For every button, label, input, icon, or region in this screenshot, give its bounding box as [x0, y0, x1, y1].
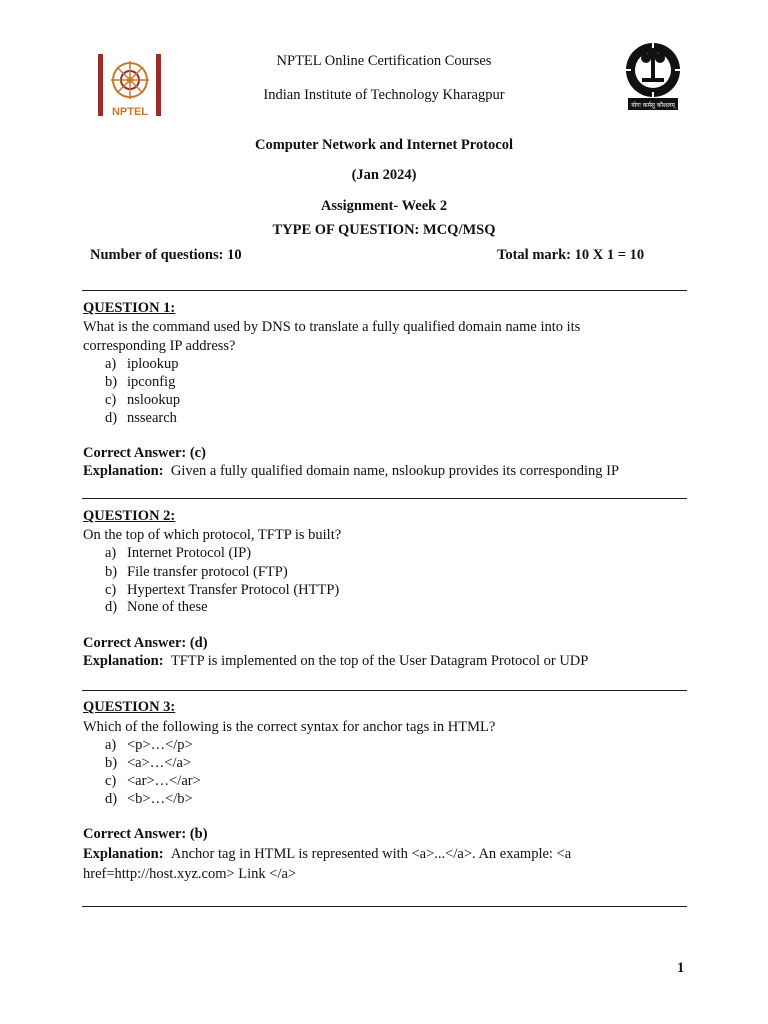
question-2-option-d — [105, 598, 208, 616]
option-text: None of these — [127, 599, 208, 615]
total-mark: Total mark: 10 X 1 = 10 — [497, 247, 645, 263]
option-text: ipconfig — [127, 374, 176, 390]
question-2-heading: QUESTION 2: — [83, 508, 176, 524]
option-letter: c) — [105, 773, 117, 789]
divider — [82, 290, 687, 291]
option-text: <b>…</b> — [127, 791, 193, 807]
option-letter: b) — [105, 374, 118, 390]
explanation-text: Anchor tag in HTML is represented with <a>...</a>. An example: <a — [170, 846, 572, 862]
question-2-option-b — [105, 563, 288, 581]
question-3-heading: QUESTION 3: — [83, 699, 176, 715]
question-3-explanation — [83, 845, 571, 863]
question-2-text-line: On the top of which protocol, TFTP is built? — [83, 527, 342, 543]
course-title: Computer Network and Internet Protocol — [254, 137, 513, 153]
divider — [82, 498, 687, 499]
question-1-option-b — [105, 373, 175, 391]
num-questions — [90, 247, 242, 264]
option-text: nslookup — [127, 392, 181, 408]
explanation-text: Given a fully qualified domain name, nslookup provides its corresponding IP — [170, 463, 620, 479]
question-1-answer: Correct Answer: (c) — [83, 445, 206, 461]
question-3-text-line: Which of the following is the correct syntax for anchor tags in HTML? — [83, 719, 496, 735]
option-letter: d) — [105, 410, 118, 426]
option-text: File transfer protocol (FTP) — [127, 564, 288, 580]
question-3-option-a — [105, 736, 193, 754]
option-letter: a) — [105, 356, 117, 372]
divider — [82, 690, 687, 691]
question-3-option-c — [105, 772, 201, 790]
question-2-explanation — [83, 652, 588, 670]
option-letter: d) — [105, 599, 118, 615]
question-1-text-line: corresponding IP address? — [83, 338, 236, 354]
question-1-option-d — [105, 409, 177, 427]
question-1-explanation — [83, 462, 619, 480]
question-1-heading: QUESTION 1: — [83, 300, 176, 316]
option-letter: a) — [105, 545, 117, 561]
option-text: nssearch — [127, 410, 177, 426]
question-1-option-c — [105, 391, 180, 409]
explanation-text: TFTP is implemented on the top of the User Datagram Protocol or UDP — [170, 653, 589, 669]
assignment-title: Assignment- Week 2 — [320, 198, 448, 214]
divider — [82, 906, 687, 907]
num-questions-label: Number of questions — [90, 247, 219, 263]
question-2-option-a — [105, 544, 251, 562]
iit-logo-motto: योगः कर्मसु कौशलम् — [631, 102, 675, 109]
option-text: iplookup — [127, 356, 179, 372]
nptel-logo-text: NPTEL — [111, 106, 149, 118]
question-1-option-a — [105, 355, 179, 373]
option-letter: a) — [105, 737, 117, 753]
header-line1: NPTEL Online Certification Courses — [276, 53, 492, 69]
question-2-option-c — [105, 581, 339, 599]
explanation-label: Explanation: — [83, 463, 164, 479]
option-text: <ar>…</ar> — [127, 773, 201, 789]
option-text: Hypertext Transfer Protocol (HTTP) — [127, 582, 340, 598]
session: (Jan 2024) — [351, 167, 417, 183]
question-type: TYPE OF QUESTION: MCQ/MSQ — [272, 222, 496, 238]
option-letter: c) — [105, 582, 117, 598]
question-1-text-line: What is the command used by DNS to translate a fully qualified domain name into its — [83, 319, 581, 335]
question-3-answer: Correct Answer: (b) — [83, 826, 208, 842]
option-letter: b) — [105, 755, 118, 771]
explanation-label: Explanation: — [83, 653, 164, 669]
question-3-explanation-cont: href=http://host.xyz.com> Link </a> — [83, 866, 297, 882]
option-text: Internet Protocol (IP) — [127, 545, 252, 561]
num-questions-value: : 10 — [218, 247, 242, 263]
explanation-label: Explanation: — [83, 846, 164, 862]
option-letter: d) — [105, 791, 118, 807]
option-text: <p>…</p> — [127, 737, 193, 753]
page-number: 1 — [677, 960, 685, 976]
option-letter: c) — [105, 392, 117, 408]
question-2-answer: Correct Answer: (d) — [83, 635, 208, 651]
header-line2: Indian Institute of Technology Kharagpur — [263, 87, 505, 103]
option-text: <a>…</a> — [127, 755, 192, 771]
question-3-option-b — [105, 754, 191, 772]
option-letter: b) — [105, 564, 118, 580]
question-3-option-d — [105, 790, 193, 808]
